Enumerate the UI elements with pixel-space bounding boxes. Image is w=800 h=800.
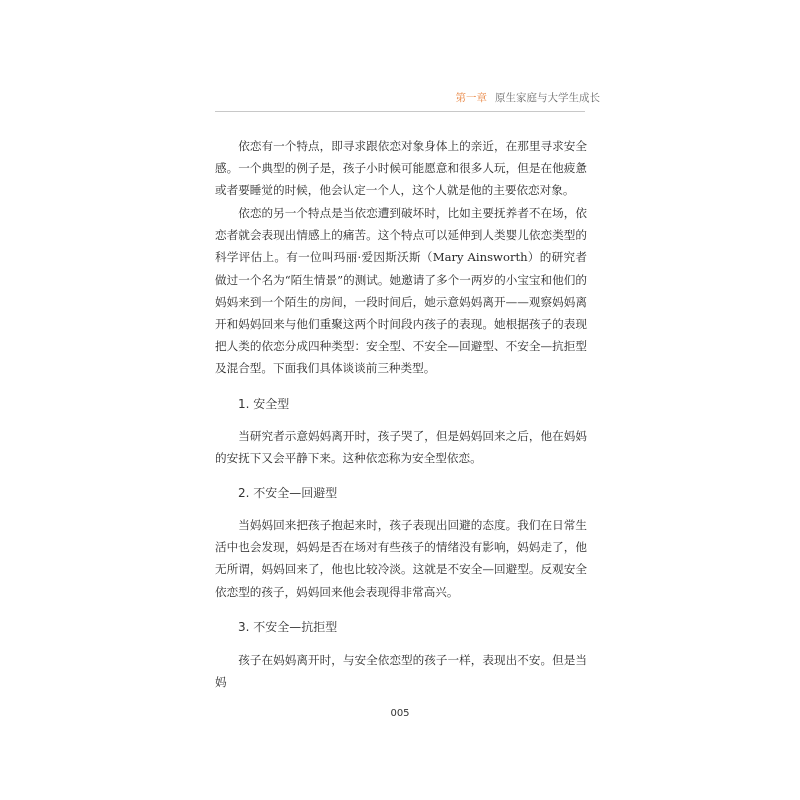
page-number: 005 xyxy=(390,708,410,719)
chapter-label: 第一章 xyxy=(455,92,487,104)
body-paragraph-4: 当妈妈回来把孩子抱起来时，孩子表现出回避的态度。我们在日常生活中也会发现，妈妈是否在场对有些孩子的情绪没有影响，妈妈走了，他无所谓，妈妈回来了，他也比较冷淡。这就是不安全—回避型。反观安全依恋型的孩子，妈妈回来他会表现得非常高兴。 xyxy=(215,518,587,599)
subheading-2: 2. 不安全—回避型 xyxy=(238,486,338,500)
subheading-1: 1. 安全型 xyxy=(238,397,290,411)
running-header xyxy=(456,90,601,105)
header-rule xyxy=(215,111,585,112)
subheading-3: 3. 不安全—抗拒型 xyxy=(238,620,338,634)
body-paragraph-2: 依恋的另一个特点是当依恋遭到破坏时，比如主要抚养者不在场，依恋者就会表现出情感上的痛苦。这个特点可以延伸到人类婴儿依恋类型的科学评估上。有一位叫玛丽·爱因斯沃斯（Mary Ainsworth）的研究者做过一个名为“陌生情景”的测试。她邀请了多个一两岁的小宝宝和他们的妈妈来到一个陌生的房间，一段时间后，她示意妈妈离开——观察妈妈离开和妈妈回来与他们重聚这两个时间段内孩子的表现。她根据孩子的表现把人类的依恋分成四种类型：安全型、不安全—回避型、不安全—抗拒型及混合型。下面我们具体谈谈前三种类型。 xyxy=(215,206,587,376)
body-paragraph-5: 孩子在妈妈离开时，与安全依恋型的孩子一样，表现出不安。但是当妈 xyxy=(215,653,587,690)
body-paragraph-3: 当研究者示意妈妈离开时，孩子哭了，但是妈妈回来之后，他在妈妈的安抚下又会平静下来。这种依恋称为安全型依恋。 xyxy=(215,429,587,466)
chapter-title: 原生家庭与大学生成长 xyxy=(495,92,600,104)
body-paragraph-1: 依恋有一个特点，即寻求跟依恋对象身体上的亲近，在那里寻求安全感。一个典型的例子是，孩子小时候可能愿意和很多人玩，但是在他疲惫或者要睡觉的时候，他会认定一个人，这个人就是他的主要依恋对象。 xyxy=(215,139,587,198)
